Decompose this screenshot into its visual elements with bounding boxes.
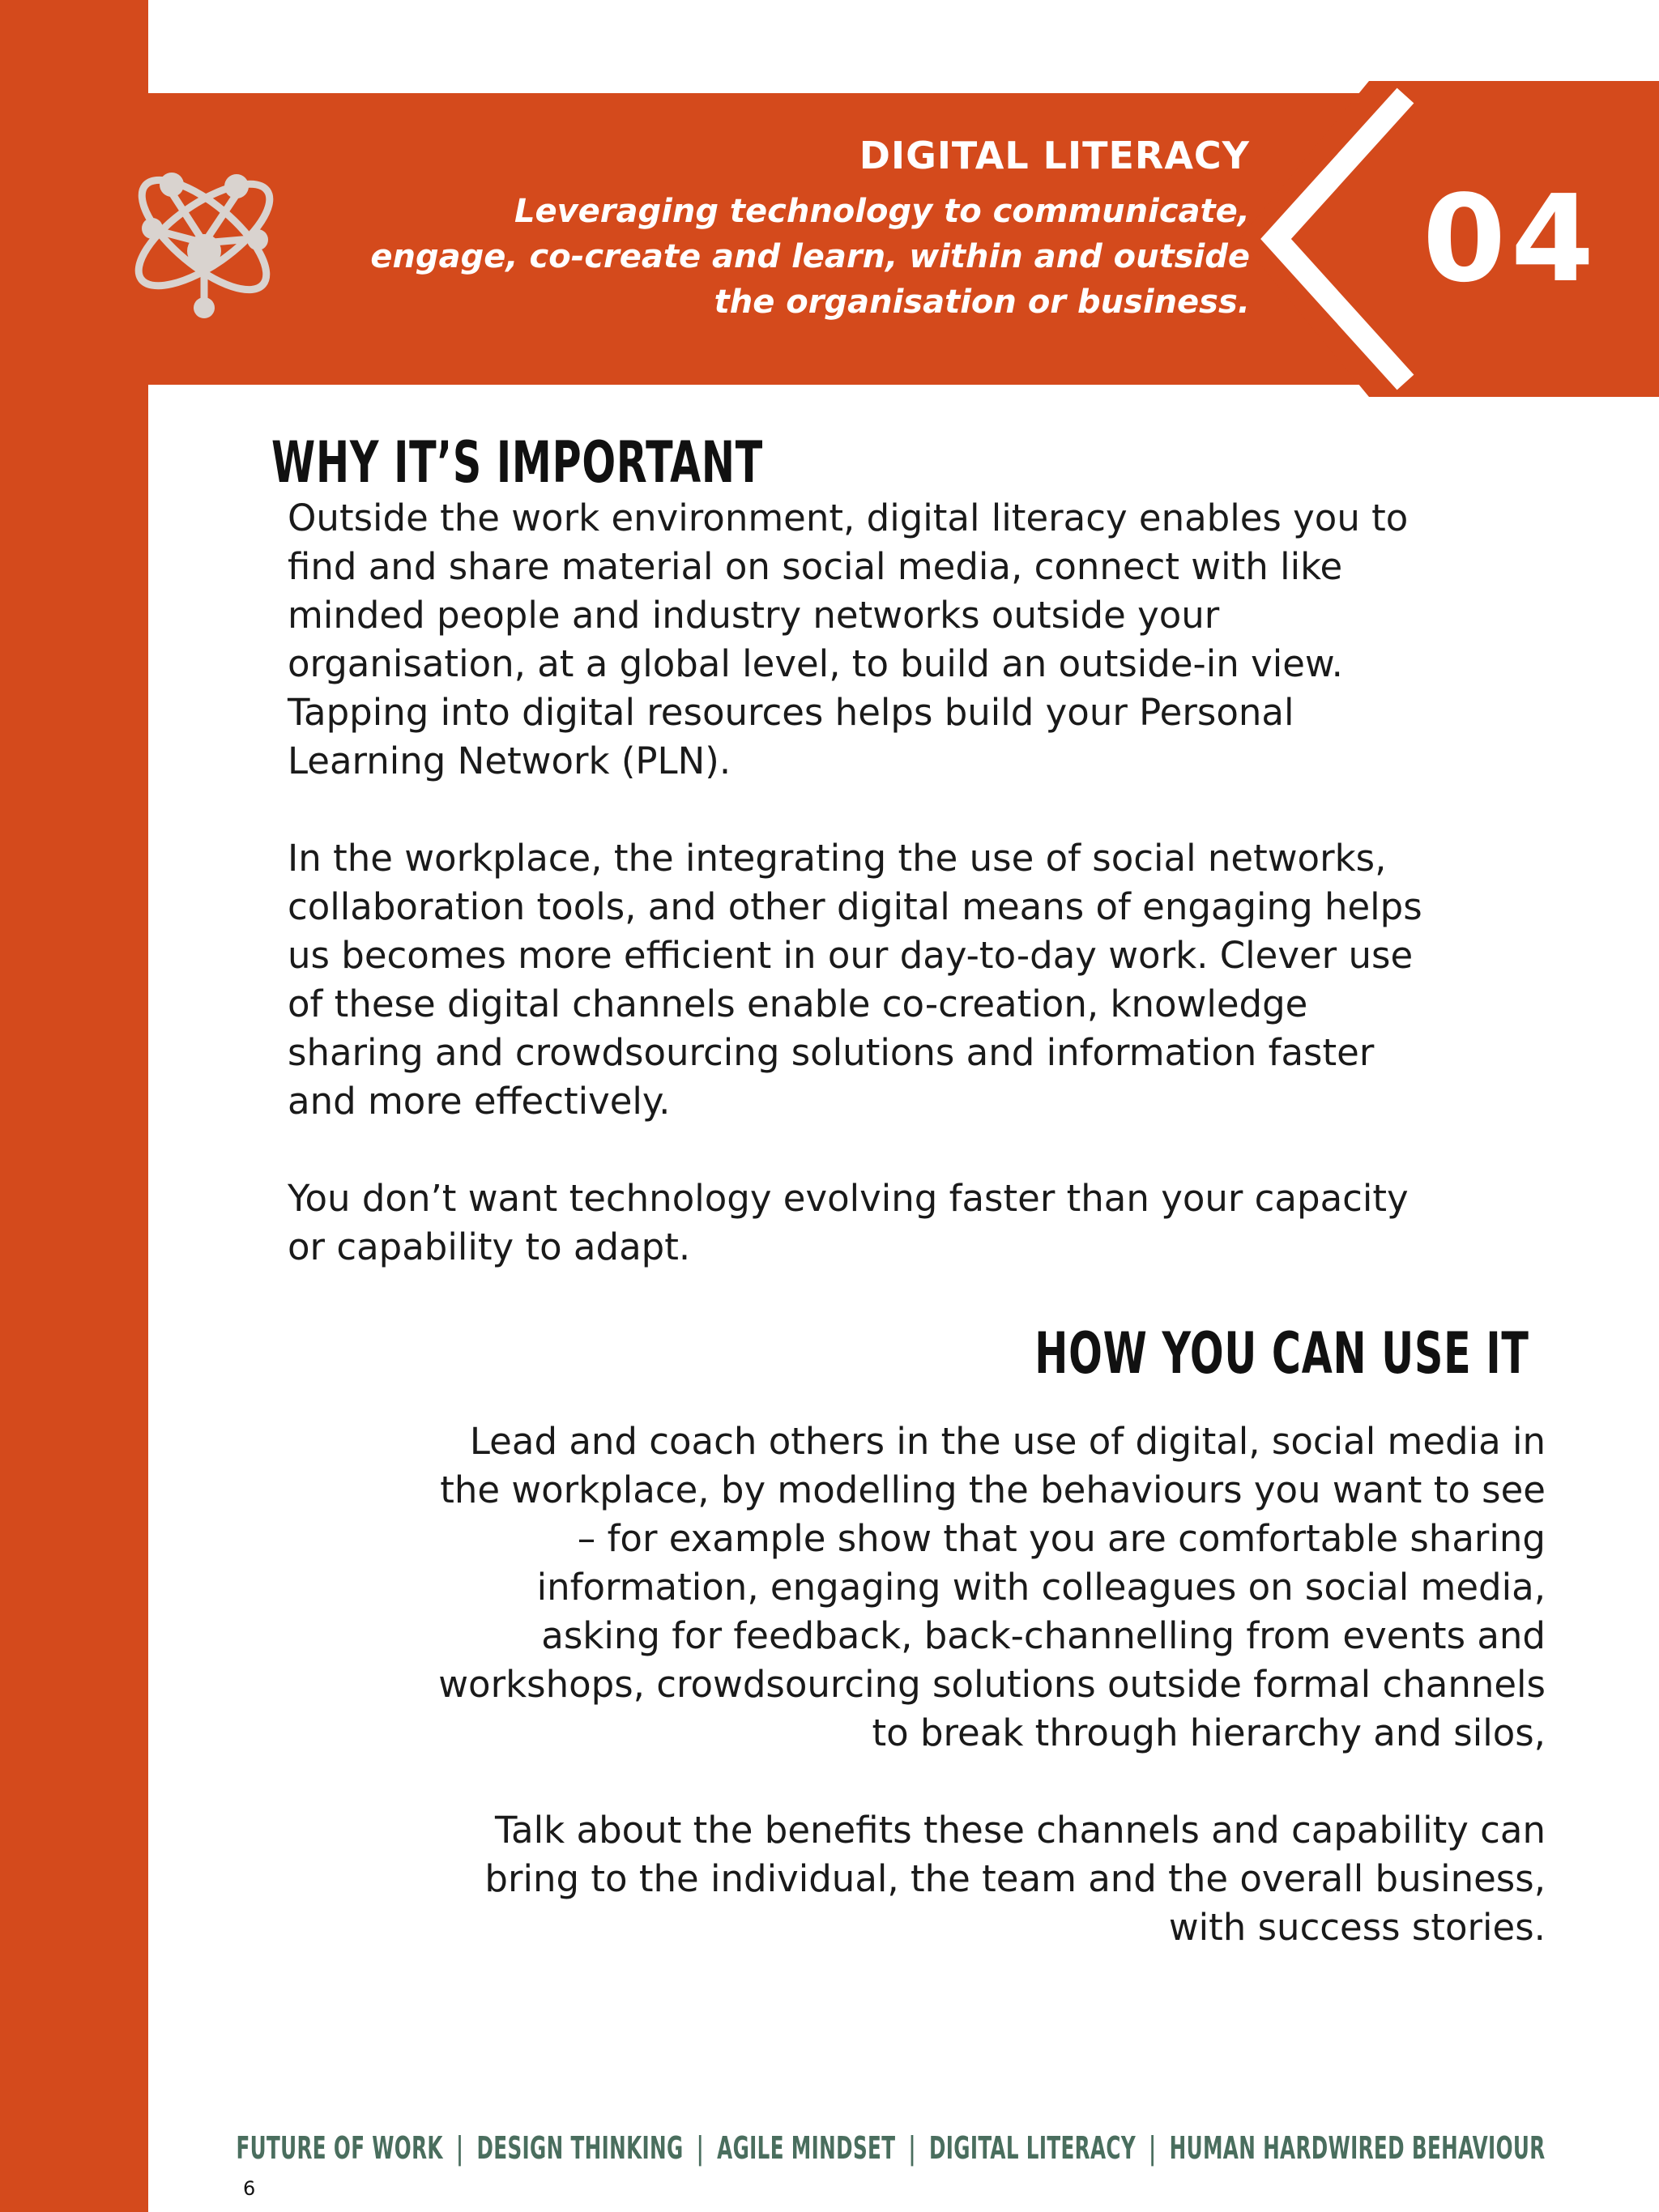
how-heading: HOW YOU CAN USE IT — [1034, 1320, 1529, 1387]
text-line: minded people and industry networks outside your — [288, 594, 1220, 637]
text-line: Learning Network (PLN). — [288, 739, 731, 782]
how-paragraph-1 — [282, 1417, 1546, 1758]
how-paragraph-2 — [282, 1806, 1546, 1952]
text-line: find and share material on social media, connect with like — [288, 545, 1343, 588]
text-line: of these digital channels enable co-creation, knowledge — [288, 982, 1308, 1025]
text-line: Tapping into digital resources helps build your Personal — [288, 691, 1294, 734]
header-subtitle-line: Leveraging technology to communicate, — [514, 193, 1250, 230]
text-line: bring to the individual, the team and the overall business, — [484, 1857, 1546, 1900]
text-line: workshops, crowdsourcing solutions outside formal channels — [438, 1663, 1546, 1706]
footer-separator: | — [908, 2130, 917, 2166]
header-title: DIGITAL LITERACY — [859, 134, 1250, 177]
how-body — [282, 1417, 1546, 1952]
text-line: Lead and coach others in the use of digital, social media in — [469, 1420, 1546, 1463]
why-paragraph-2 — [288, 834, 1567, 1126]
footer-separator: | — [1149, 2130, 1157, 2166]
footer-separator: | — [456, 2130, 464, 2166]
text-line: the workplace, by modelling the behaviours you want to see — [440, 1468, 1546, 1511]
text-line: Outside the work environment, digital literacy enables you to — [288, 497, 1409, 539]
footer-separator: | — [697, 2130, 705, 2166]
why-paragraph-1 — [288, 494, 1567, 786]
text-line: with success stories. — [1168, 1906, 1546, 1949]
footer-topic-nav — [237, 2130, 1546, 2166]
text-line: organisation, at a global level, to build an outside-in view. — [288, 642, 1343, 685]
text-line: to break through hierarchy and silos, — [872, 1711, 1546, 1754]
footer-item-human-hardwired-behaviour: HUMAN HARDWIRED BEHAVIOUR — [1170, 2130, 1546, 2166]
network-people-icon — [113, 138, 300, 332]
footer-item-digital-literacy: DIGITAL LITERACY — [929, 2130, 1137, 2166]
header-subtitle — [278, 189, 1250, 325]
text-line: and more effectively. — [288, 1080, 671, 1123]
text-line: asking for feedback, back-channelling from events and — [541, 1614, 1546, 1657]
section-number: 04 — [1422, 169, 1599, 309]
text-line: – for example show that you are comfortable sharing — [577, 1517, 1546, 1560]
why-heading: WHY IT’S IMPORTANT — [271, 429, 764, 496]
why-paragraph-3 — [288, 1174, 1567, 1272]
text-line: Talk about the benefits these channels and capability can — [495, 1809, 1546, 1852]
text-line: In the workplace, the integrating the use of social networks, — [288, 837, 1387, 880]
header-subtitle-line: the organisation or business. — [714, 283, 1250, 321]
footer-item-agile-mindset: AGILE MINDSET — [717, 2130, 896, 2166]
footer-item-future-of-work: FUTURE OF WORK — [236, 2130, 444, 2166]
text-line: information, engaging with colleagues on social media, — [536, 1566, 1546, 1609]
text-line: You don’t want technology evolving faster than your capacity — [288, 1177, 1409, 1220]
text-line: collaboration tools, and other digital means of engaging helps — [288, 885, 1422, 928]
text-line: sharing and crowdsourcing solutions and information faster — [288, 1031, 1375, 1074]
why-body — [288, 494, 1567, 1272]
footer-item-design-thinking: DESIGN THINKING — [476, 2130, 684, 2166]
text-line: or capability to adapt. — [288, 1225, 691, 1268]
text-line: us becomes more efficient in our day-to-day work. Clever use — [288, 934, 1414, 977]
header-subtitle-line: engage, co-create and learn, within and outside — [370, 238, 1250, 275]
page-number: 6 — [243, 2177, 256, 2200]
